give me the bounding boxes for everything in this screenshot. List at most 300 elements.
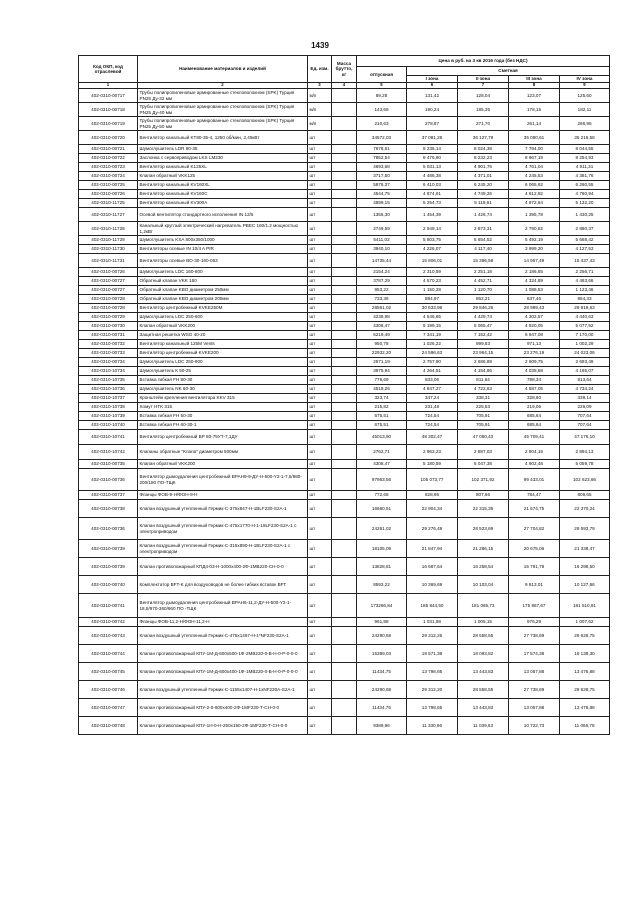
table-row xyxy=(79,469,610,491)
cell-zone-2-price: 1 426,74 xyxy=(458,208,509,222)
table-row xyxy=(79,145,610,154)
cell-zone-2-price: 4 154,86 xyxy=(458,367,509,376)
cell-zone-4-price: 707,64 xyxy=(560,421,610,430)
cell-zone-1-price: 4 874,61 xyxy=(407,190,458,199)
cell-zone-1-price: 185 844,50 xyxy=(407,594,458,618)
cell-unit: шт xyxy=(308,145,332,154)
cell-zone-1-price: 2 310,59 xyxy=(407,268,458,277)
cell-name: Шумоглушитель KSA 800x350/1000 xyxy=(138,236,308,245)
cell-release-price: 2154,24 xyxy=(357,268,407,277)
cell-code: 402-0310-00741 xyxy=(79,594,138,618)
cell-release-price: 3940,10 xyxy=(357,245,407,254)
table-row xyxy=(79,181,610,190)
cell-zone-4-price: 24 023,06 xyxy=(560,349,610,358)
cell-zone-3-price: 4 902,48 xyxy=(509,460,560,469)
cell-zone-1-price: 2 757,80 xyxy=(407,358,458,367)
table-row xyxy=(79,367,610,376)
cell-mass xyxy=(332,518,357,540)
cell-release-price: 210,63 xyxy=(357,117,407,131)
cell-mass xyxy=(332,131,357,145)
cell-mass xyxy=(332,394,357,403)
cell-zone-1-price: 4 847,27 xyxy=(407,385,458,394)
table-row xyxy=(79,340,610,349)
cell-zone-4-price: 13 476,88 xyxy=(560,699,610,717)
column-number: 6 xyxy=(407,83,458,89)
table-row xyxy=(79,663,610,681)
cell-release-price: 173266,84 xyxy=(357,594,407,618)
cell-code: 402-0310-00726 xyxy=(79,268,138,277)
cell-code: 402-0310-00747 xyxy=(79,699,138,717)
cell-unit: шт xyxy=(308,245,332,254)
cell-zone-1-price: 4 546,65 xyxy=(407,313,458,322)
cell-zone-3-price: 27 738,69 xyxy=(509,627,560,645)
cell-zone-1-price: 16 687,64 xyxy=(407,558,458,576)
cell-zone-1-price: 22 904,34 xyxy=(407,500,458,518)
cell-zone-4-price: 13 476,88 xyxy=(560,663,610,681)
cell-zone-3-price: 4 612,92 xyxy=(509,190,560,199)
cell-zone-4-price: 5 077,92 xyxy=(560,322,610,331)
cell-zone-2-price: 862,21 xyxy=(458,295,509,304)
cell-unit: шт xyxy=(308,460,332,469)
cell-zone-1-price: 5 254,73 xyxy=(407,199,458,208)
table-row xyxy=(79,103,610,117)
cell-zone-4-price: 1 007,62 xyxy=(560,618,610,627)
cell-zone-2-price: 7 152,42 xyxy=(458,331,509,340)
cell-release-price: 24290,68 xyxy=(357,681,407,699)
cell-unit: шт xyxy=(308,491,332,500)
cell-name: Вентилятор канальный KV300A xyxy=(138,199,308,208)
cell-code: 402-0310-10734 xyxy=(79,367,138,376)
cell-zone-1-price: 347,24 xyxy=(407,394,458,403)
cell-zone-2-price: 28 558,55 xyxy=(458,681,509,699)
cell-code: 402-0310-00726 xyxy=(79,190,138,199)
cell-code: 402-0310-10738 xyxy=(79,403,138,412)
cell-mass xyxy=(332,313,357,322)
table-row xyxy=(79,717,610,735)
cell-unit: м/п xyxy=(308,117,332,131)
cell-zone-2-price: 29 846,26 xyxy=(458,304,509,313)
cell-code: 402-0310-10736 xyxy=(79,385,138,394)
column-number: 1 xyxy=(79,83,138,89)
cell-mass xyxy=(332,376,357,385)
cell-zone-2-price: 181 065,73 xyxy=(458,594,509,618)
cell-release-price: 953,22 xyxy=(357,286,407,295)
cell-name: Клапан противопожарный КПУ-1М-Д-600x500-1Ф-2MB220-0-В-Н-0-Р-0-0-0 xyxy=(138,645,308,663)
cell-zone-3-price: 6 947,08 xyxy=(509,331,560,340)
cell-zone-4-price: 15 437,43 xyxy=(560,254,610,268)
table-body xyxy=(79,89,610,735)
cell-release-price: 215,82 xyxy=(357,403,407,412)
table-row xyxy=(79,421,610,430)
table-row xyxy=(79,268,610,277)
cell-zone-1-price: 1 031,68 xyxy=(407,618,458,627)
cell-release-price: 772,68 xyxy=(357,491,407,500)
cell-unit: шт xyxy=(308,286,332,295)
cell-name: Шумоглушитель NK 60-30 xyxy=(138,385,308,394)
cell-mass xyxy=(332,460,357,469)
cell-zone-1-price: 2 949,14 xyxy=(407,222,458,236)
table-row xyxy=(79,627,610,645)
table-row xyxy=(79,358,610,367)
cell-zone-3-price: 2 804,15 xyxy=(509,445,560,460)
cell-mass xyxy=(332,117,357,131)
cell-zone-2-price: 1 120,70 xyxy=(458,286,509,295)
column-number: 2 xyxy=(138,83,308,89)
cell-unit: шт xyxy=(308,681,332,699)
cell-zone-3-price: 2 186,55 xyxy=(509,268,560,277)
cell-zone-3-price: 21 674,75 xyxy=(509,500,560,518)
cell-release-price: 7678,61 xyxy=(357,145,407,154)
cell-unit: шт xyxy=(308,236,332,245)
cell-zone-4-price: 125,60 xyxy=(560,89,610,103)
cell-zone-3-price: 837,46 xyxy=(509,295,560,304)
header-zone-2: II зона xyxy=(458,76,509,83)
cell-unit: шт xyxy=(308,331,332,340)
cell-zone-4-price: 35 216,58 xyxy=(560,131,610,145)
table-row xyxy=(79,430,610,445)
cell-mass xyxy=(332,103,357,117)
cell-zone-3-price: 13 057,88 xyxy=(509,663,560,681)
cell-unit: шт xyxy=(308,222,332,236)
cell-zone-1-price: 1 454,39 xyxy=(407,208,458,222)
cell-code: 402-0310-00729 xyxy=(79,313,138,322)
table-row xyxy=(79,154,610,163)
cell-code: 402-0310-00728 xyxy=(79,295,138,304)
cell-name: Хомут HTK 315 xyxy=(138,403,308,412)
cell-zone-1-price: 30 633,98 xyxy=(407,304,458,313)
cell-code: 402-0310-00740 xyxy=(79,576,138,594)
cell-zone-3-price: 28 989,43 xyxy=(509,304,560,313)
cell-zone-2-price: 11 039,63 xyxy=(458,717,509,735)
cell-zone-3-price: 4 245,53 xyxy=(509,172,560,181)
cell-zone-3-price: 178,15 xyxy=(509,103,560,117)
cell-zone-1-price: 21 847,94 xyxy=(407,540,458,558)
cell-code: 402-0310-00718 xyxy=(79,103,138,117)
cell-zone-3-price: 27 738,69 xyxy=(509,681,560,699)
cell-zone-4-price: 5 059,78 xyxy=(560,460,610,469)
cell-zone-1-price: 4 264,51 xyxy=(407,367,458,376)
cell-name: Вентилятор центробежный KVKE250M xyxy=(138,304,308,313)
cell-zone-3-price: 219,06 xyxy=(509,403,560,412)
cell-release-price: 6219,49 xyxy=(357,331,407,340)
cell-name: Обратный клапан KBO диаметром 250мм xyxy=(138,286,308,295)
cell-zone-2-price: 47 060,43 xyxy=(458,430,509,445)
cell-code: 402-0310-11725 xyxy=(79,199,138,208)
table-row xyxy=(79,131,610,145)
column-number: 4 xyxy=(332,83,357,89)
cell-zone-2-price: 4 452,71 xyxy=(458,277,509,286)
table-row xyxy=(79,460,610,469)
cell-code: 402-0310-00746 xyxy=(79,681,138,699)
cell-zone-3-price: 123,07 xyxy=(509,89,560,103)
cell-release-price: 22932,20 xyxy=(357,349,407,358)
cell-zone-1-price: 724,54 xyxy=(407,412,458,421)
cell-zone-4-price: 10 127,86 xyxy=(560,576,610,594)
cell-zone-4-price: 28 628,75 xyxy=(560,627,610,645)
cell-zone-3-price: 27 704,82 xyxy=(509,518,560,540)
cell-code: 402-0310-00733 xyxy=(79,349,138,358)
cell-mass xyxy=(332,500,357,518)
cell-name: Вентилятор дымоудаления центробежный ВРАН9-9-ДУ-Н-500-Y2-1-7,5/980-200/180 ПО-ТЩК xyxy=(138,469,308,491)
cell-zone-4-price: 47 176,10 xyxy=(560,430,610,445)
cell-unit: шт xyxy=(308,313,332,322)
cell-mass xyxy=(332,236,357,245)
cell-release-price: 675,51 xyxy=(357,421,407,430)
cell-name: Кронштейн крепления вентилятора KKV 315 xyxy=(138,394,308,403)
cell-zone-3-price: 13 057,88 xyxy=(509,699,560,717)
cell-mass xyxy=(332,445,357,460)
cell-name: Клапан противопожарный КПУ-1Н-0-Н-250x150-2Ф-1MF230-Т-СН-0-0 xyxy=(138,717,308,735)
cell-zone-1-price: 48 302,47 xyxy=(407,430,458,445)
cell-release-price: 3975,94 xyxy=(357,367,407,376)
cell-zone-4-price: 813,64 xyxy=(560,376,610,385)
cell-zone-3-price: 4 920,05 xyxy=(509,322,560,331)
cell-zone-4-price: 5 668,42 xyxy=(560,236,610,245)
cell-unit: шт xyxy=(308,131,332,145)
cell-unit: шт xyxy=(308,154,332,163)
cell-zone-1-price: 828,95 xyxy=(407,491,458,500)
cell-release-price: 45013,90 xyxy=(357,430,407,445)
cell-name: Вентилятор канальный KV160XL xyxy=(138,181,308,190)
cell-zone-2-price: 5 119,61 xyxy=(458,199,509,208)
cell-unit: шт xyxy=(308,163,332,172)
cell-zone-1-price: 833,06 xyxy=(407,376,458,385)
cell-code: 402-0310-00732 xyxy=(79,340,138,349)
cell-release-price: 11434,75 xyxy=(357,699,407,717)
cell-zone-4-price: 4 734,24 xyxy=(560,385,610,394)
cell-code: 402-0310-00735 xyxy=(79,460,138,469)
cell-unit: шт xyxy=(308,518,332,540)
cell-mass xyxy=(332,576,357,594)
header-mass: Масса брутто, кг xyxy=(332,56,357,83)
cell-unit: шт xyxy=(308,500,332,518)
cell-code: 402-0310-00739 xyxy=(79,540,138,558)
cell-zone-3-price: 15 791,78 xyxy=(509,558,560,576)
cell-zone-4-price: 8 254,93 xyxy=(560,154,610,163)
cell-zone-3-price: 1 088,53 xyxy=(509,286,560,295)
cell-zone-1-price: 1 150,28 xyxy=(407,286,458,295)
cell-mass xyxy=(332,469,357,491)
cell-zone-2-price: 16 258,54 xyxy=(458,558,509,576)
cell-zone-1-price: 10 369,69 xyxy=(407,576,458,594)
cell-name: Клапан воздушный утепленный Гермик-С-375x847-Н-1BLF230-S2A-1 xyxy=(138,500,308,518)
cell-zone-1-price: 13 798,65 xyxy=(407,663,458,681)
table-row xyxy=(79,681,610,699)
table-row xyxy=(79,286,610,295)
cell-zone-2-price: 28 523,69 xyxy=(458,518,509,540)
cell-unit: шт xyxy=(308,576,332,594)
cell-zone-4-price: 22 370,24 xyxy=(560,500,610,518)
cell-code: 402-0310-11731 xyxy=(79,254,138,268)
cell-name: Вентилятор центробежный ВР 80-75УТ-7,1ДУ xyxy=(138,430,308,445)
cell-unit: шт xyxy=(308,304,332,313)
table-row xyxy=(79,117,610,131)
cell-zone-1-price: 29 312,26 xyxy=(407,627,458,645)
cell-zone-2-price: 13 443,83 xyxy=(458,699,509,717)
cell-code: 402-0310-00743 xyxy=(79,627,138,645)
cell-code: 402-0310-00727 xyxy=(79,286,138,295)
cell-release-price: 3787,29 xyxy=(357,277,407,286)
cell-zone-2-price: 23 964,15 xyxy=(458,349,509,358)
table-row xyxy=(79,277,610,286)
table-row xyxy=(79,491,610,500)
cell-name: Вставка гибкая FH 60-30-1 xyxy=(138,421,308,430)
cell-zone-4-price: 1 123,46 xyxy=(560,286,610,295)
table-row xyxy=(79,199,610,208)
cell-name: Вентиляторы осевые ВО-30-160-063 xyxy=(138,254,308,268)
cell-release-price: 34572,03 xyxy=(357,131,407,145)
cell-unit: шт xyxy=(308,208,332,222)
cell-zone-3-price: 5 492,19 xyxy=(509,236,560,245)
cell-name: Вентилятор центробежный KVKE200 xyxy=(138,349,308,358)
cell-mass xyxy=(332,403,357,412)
cell-name: Шумоглушитель LDC 250-900 xyxy=(138,358,308,367)
cell-release-price: 7852,54 xyxy=(357,154,407,163)
cell-mass xyxy=(332,349,357,358)
cell-name: Вентилятор канальный KV160С xyxy=(138,190,308,199)
cell-release-price: 2762,71 xyxy=(357,445,407,460)
cell-release-price: 11434,75 xyxy=(357,663,407,681)
cell-name: Шумоглушитель К 50-25 xyxy=(138,367,308,376)
cell-zone-2-price: 28 558,55 xyxy=(458,627,509,645)
cell-release-price: 14735,44 xyxy=(357,254,407,268)
cell-name: Клапан воздушный утепленный Гермик-С-315x890-Н-1BLF230-S2A-1 с электроприводом xyxy=(138,540,308,558)
table-row xyxy=(79,245,610,254)
cell-name: Клапан противопожарный КПУ-2-0-600x400-2Ф-1MF230-Т-СН-0-0 xyxy=(138,699,308,717)
cell-name: Клапан воздушный утепленный Гермик-С-475x1770-Н-1-18LF230-S2A-1 с электроприводом xyxy=(138,518,308,540)
cell-name: Клапан воздушный утепленный Гермик-С-1155x1407-Н-1xNF230A-S2A-1 xyxy=(138,681,308,699)
cell-mass xyxy=(332,222,357,236)
cell-code: 402-0310-00721 xyxy=(79,145,138,154)
cell-name: Вставка гибкая FH 50-30 xyxy=(138,412,308,421)
cell-unit: шт xyxy=(308,445,332,460)
cell-code: 402-0310-00728 xyxy=(79,304,138,313)
table-row xyxy=(79,331,610,340)
cell-zone-3-price: 20 675,06 xyxy=(509,540,560,558)
cell-zone-3-price: 35 090,61 xyxy=(509,131,560,145)
cell-release-price: 4238,98 xyxy=(357,313,407,322)
cell-code: 402-0310-11730 xyxy=(79,245,138,254)
cell-code: 402-0310-11729 xyxy=(79,236,138,245)
cell-name: Трубы полипропиленовые армированные стекловолокном (SPK) Турция PN25 Ду-50 мм xyxy=(138,117,308,131)
cell-code: 402-0310-10739 xyxy=(79,412,138,421)
cell-release-price: 4308,47 xyxy=(357,460,407,469)
cell-name: Трубы полипропиленовые армированные стекловолокном (SPK) Турция PN25 Ду-32 мм xyxy=(138,89,308,103)
cell-release-price: 28561,02 xyxy=(357,304,407,313)
cell-mass xyxy=(332,295,357,304)
cell-release-price: 143,69 xyxy=(357,103,407,117)
cell-zone-3-price: 6 065,92 xyxy=(509,181,560,190)
cell-zone-2-price: 5 065,47 xyxy=(458,322,509,331)
cell-name: Вентилятор дымоудаления центробежный ВРАН6-11,2-ДУ-Н-500-Y2-1-18,5/970-360/660 ПО -ТЩК xyxy=(138,594,308,618)
cell-unit: шт xyxy=(308,349,332,358)
cell-zone-1-price: 190,24 xyxy=(407,103,458,117)
header-code: Код ОКП, код отраслевой xyxy=(79,56,138,83)
table-row xyxy=(79,558,610,576)
cell-zone-2-price: 22 315,35 xyxy=(458,500,509,518)
cell-zone-4-price: 1 002,29 xyxy=(560,340,610,349)
cell-code: 402-0310-00725 xyxy=(79,181,138,190)
cell-mass xyxy=(332,199,357,208)
cell-zone-1-price: 5 180,59 xyxy=(407,460,458,469)
cell-zone-4-price: 4 127,53 xyxy=(560,245,610,254)
cell-unit: шт xyxy=(308,367,332,376)
cell-mass xyxy=(332,163,357,172)
cell-unit: шт xyxy=(308,277,332,286)
cell-zone-4-price: 182,11 xyxy=(560,103,610,117)
cell-zone-1-price: 5 031,13 xyxy=(407,163,458,172)
cell-zone-3-price: 1 395,78 xyxy=(509,208,560,222)
cell-zone-4-price: 181 510,91 xyxy=(560,594,610,618)
cell-name: Защитная решетка WSG 40-20 xyxy=(138,331,308,340)
cell-release-price: 5976,37 xyxy=(357,181,407,190)
cell-zone-3-price: 971,13 xyxy=(509,340,560,349)
cell-zone-1-price: 4 570,23 xyxy=(407,277,458,286)
cell-mass xyxy=(332,618,357,627)
cell-zone-1-price: 7 341,19 xyxy=(407,331,458,340)
cell-zone-2-price: 807,66 xyxy=(458,491,509,500)
cell-code: 402-0310-10737 xyxy=(79,394,138,403)
table-row xyxy=(79,540,610,558)
cell-code: 402-0310-00722 xyxy=(79,154,138,163)
table-row xyxy=(79,89,610,103)
cell-code: 402-0310-11727 xyxy=(79,208,138,222)
cell-zone-4-price: 707,64 xyxy=(560,412,610,421)
cell-name: Клапан обратный VKK200 xyxy=(138,322,308,331)
cell-zone-4-price: 809,65 xyxy=(560,491,610,500)
cell-mass xyxy=(332,322,357,331)
table-row xyxy=(79,594,610,618)
cell-code: 402-0310-10742 xyxy=(79,445,138,460)
cell-release-price: 4544,75 xyxy=(357,190,407,199)
cell-name: Канальный круглый электрический нагреватель PBEC 160/1.2 мощностью 1,2кВт xyxy=(138,222,308,236)
table-row xyxy=(79,445,610,460)
cell-release-price: 675,51 xyxy=(357,412,407,421)
cell-zone-4-price: 4 760,94 xyxy=(560,190,610,199)
cell-release-price: 733,36 xyxy=(357,295,407,304)
cell-zone-4-price: 29 919,63 xyxy=(560,304,610,313)
cell-mass xyxy=(332,286,357,295)
cell-mass xyxy=(332,367,357,376)
cell-unit: шт xyxy=(308,385,332,394)
cell-code: 402-0310-00739 xyxy=(79,558,138,576)
cell-zone-1-price: 37 081,28 xyxy=(407,131,458,145)
table-row xyxy=(79,576,610,594)
cell-zone-3-price: 7 794,00 xyxy=(509,145,560,154)
cell-zone-1-price: 278,87 xyxy=(407,117,458,131)
cell-name: Клапан противопожарный КПД4-03-Н-1000x400-2Ф-1MB220-СН-0-0 xyxy=(138,558,308,576)
cell-code: 402-0310-00736 xyxy=(79,469,138,491)
cell-name: Обратный клапан VKK 160 xyxy=(138,277,308,286)
cell-zone-4-price: 4 165,07 xyxy=(560,367,610,376)
cell-mass xyxy=(332,268,357,277)
cell-mass xyxy=(332,181,357,190)
cell-zone-2-price: 1 005,15 xyxy=(458,618,509,627)
cell-unit: шт xyxy=(308,627,332,645)
column-number: 9 xyxy=(560,83,610,89)
cell-zone-1-price: 2 963,23 xyxy=(407,445,458,460)
cell-name: Комплектатор BFT-K для воздуховодов не более гибких вставок BFT xyxy=(138,576,308,594)
cell-code: 402-0310-10740 xyxy=(79,421,138,430)
cell-zone-2-price: 102 371,92 xyxy=(458,469,509,491)
cell-zone-4-price: 102 623,66 xyxy=(560,469,610,491)
cell-zone-4-price: 8 044,55 xyxy=(560,145,610,154)
cell-zone-3-price: 23 276,19 xyxy=(509,349,560,358)
cell-zone-1-price: 5 803,75 xyxy=(407,236,458,245)
cell-zone-2-price: 999,83 xyxy=(458,340,509,349)
cell-unit: шт xyxy=(308,181,332,190)
cell-zone-1-price: 18 571,38 xyxy=(407,645,458,663)
